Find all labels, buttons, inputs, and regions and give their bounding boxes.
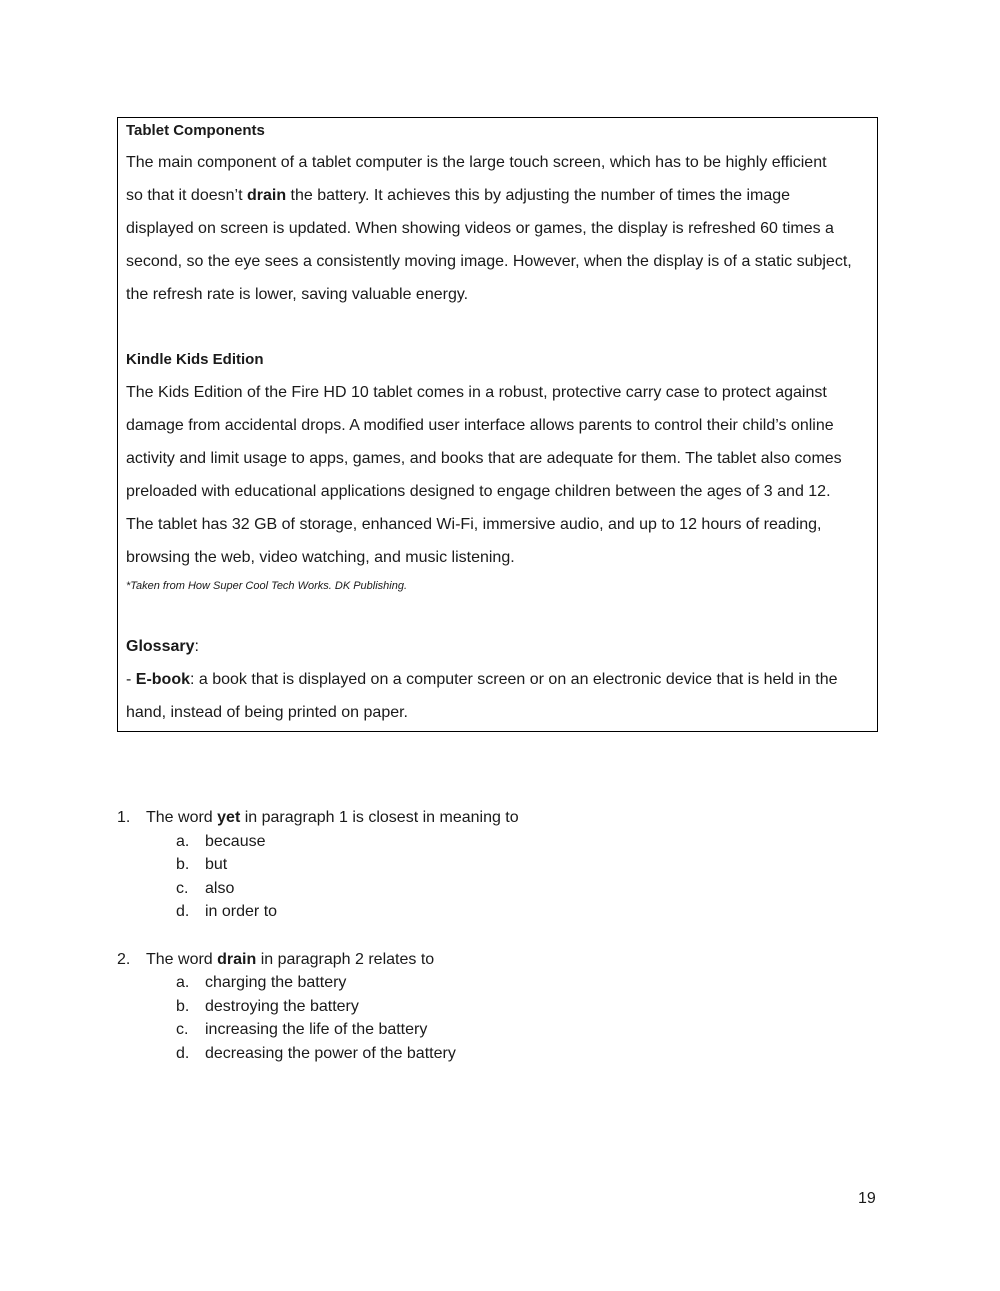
question-keyword: drain — [217, 951, 257, 968]
option-letter: d. — [176, 903, 190, 920]
question-text: in paragraph 2 relates to — [256, 951, 435, 968]
glossary-entry-continued: hand, instead of being printed on paper. — [126, 704, 408, 721]
question-1 — [117, 808, 519, 828]
glossary-entry — [126, 670, 838, 690]
question-text: The word — [146, 809, 218, 826]
option-letter: a. — [176, 833, 190, 850]
paragraph-line: The Kids Edition of the Fire HD 10 tablet comes in a robust, protective carry case to protect against — [126, 384, 827, 401]
text-run: The main component of a tablet computer is the large touch screen, which has to be highly efficient — [126, 154, 827, 171]
option-letter: b. — [176, 856, 190, 873]
paragraph-line — [126, 153, 827, 173]
question-text: in paragraph 1 is closest in meaning to — [240, 809, 519, 826]
option-text: increasing the life of the battery — [205, 1021, 428, 1038]
question-number: 2. — [117, 951, 131, 968]
option-text: but — [205, 856, 228, 873]
option-letter: b. — [176, 998, 190, 1015]
option-letter: c. — [176, 1021, 189, 1038]
glossary-definition: : a book that is displayed on a computer screen or on an electronic device that is held in the — [190, 671, 838, 688]
paragraph-line: browsing the web, video watching, and music listening. — [126, 549, 515, 566]
option-text: charging the battery — [205, 974, 347, 991]
text-run: the refresh rate is lower, saving valuable energy. — [126, 286, 469, 303]
question-1-option-c[interactable] — [176, 879, 234, 899]
option-text: also — [205, 880, 235, 897]
question-keyword: yet — [217, 809, 241, 826]
glossary-dash: - — [126, 671, 136, 688]
paragraph-line — [126, 219, 834, 239]
option-text: because — [205, 833, 266, 850]
paragraph-line — [126, 252, 852, 272]
question-number: 1. — [117, 809, 131, 826]
text-run: displayed on screen is updated. When showing videos or games, the display is refreshed 60 times a — [126, 220, 834, 237]
option-letter: a. — [176, 974, 190, 991]
bold-word-drain: drain — [246, 187, 287, 204]
question-2-option-a[interactable] — [176, 973, 346, 993]
page-number: 19 — [858, 1190, 876, 1207]
paragraph-line: damage from accidental drops. A modified user interface allows parents to control their child’s online — [126, 417, 834, 434]
paragraph-line: The tablet has 32 GB of storage, enhanced Wi-Fi, immersive audio, and up to 12 hours of reading, — [126, 516, 822, 533]
paragraph-line — [126, 186, 790, 206]
section-heading-kindle-kids: Kindle Kids Edition — [126, 351, 264, 368]
question-2 — [117, 950, 434, 970]
text-run: so that it doesn’t — [126, 187, 247, 204]
section-heading-tablet-components: Tablet Components — [126, 122, 265, 139]
paragraph-line: activity and limit usage to apps, games, and books that are adequate for them. The tablet also comes — [126, 450, 842, 467]
question-1-option-b[interactable] — [176, 855, 227, 875]
text-run: second, so the eye sees a consistently moving image. However, when the display is of a static subject, — [126, 253, 852, 270]
paragraph-line: preloaded with educational applications designed to engage children between the ages of 3 and 12. — [126, 483, 831, 500]
paragraph-line — [126, 285, 468, 305]
glossary-heading — [126, 637, 199, 657]
option-text: destroying the battery — [205, 998, 359, 1015]
question-1-option-a[interactable] — [176, 832, 266, 852]
option-text: in order to — [205, 903, 278, 920]
option-letter: d. — [176, 1045, 190, 1062]
text-run: the battery. It achieves this by adjusting the number of times the image — [286, 187, 791, 204]
question-2-option-d[interactable] — [176, 1044, 456, 1064]
question-1-option-d[interactable] — [176, 902, 277, 922]
question-text: The word — [146, 951, 218, 968]
option-text: decreasing the power of the battery — [205, 1045, 456, 1062]
question-2-option-b[interactable] — [176, 997, 359, 1017]
option-letter: c. — [176, 880, 189, 897]
question-2-option-c[interactable] — [176, 1020, 427, 1040]
glossary-term: E-book — [135, 671, 190, 688]
source-citation: *Taken from How Super Cool Tech Works. DK Publishing. — [126, 580, 408, 592]
passage-box — [117, 117, 878, 732]
glossary-heading-label: Glossary — [126, 638, 195, 655]
glossary-colon: : — [194, 638, 199, 655]
